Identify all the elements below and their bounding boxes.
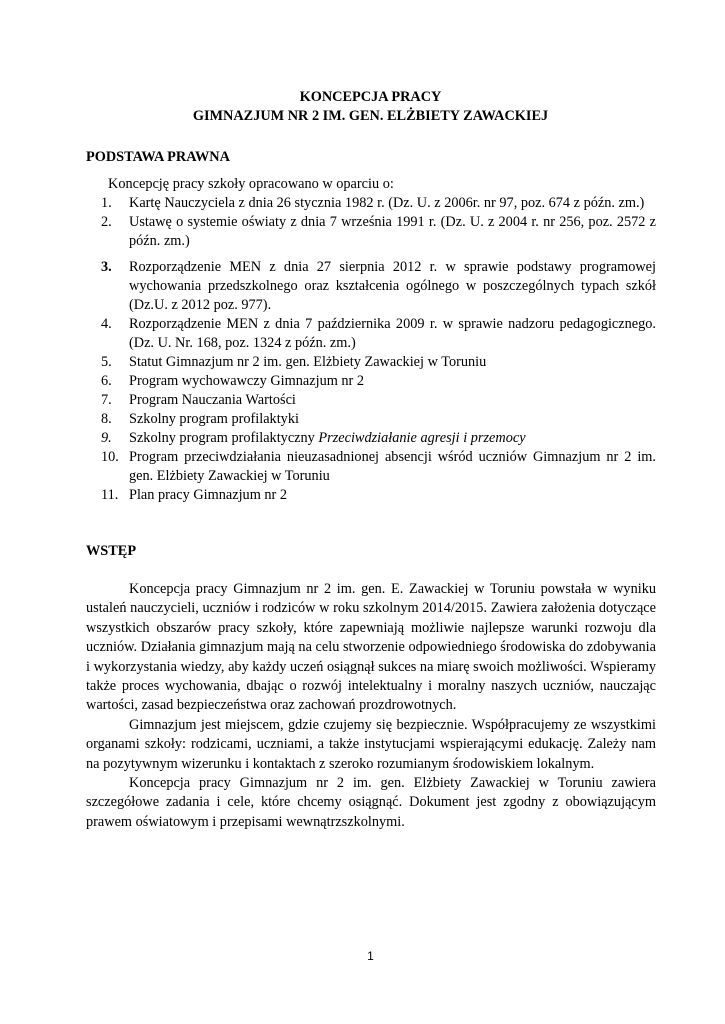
list-item-text: Plan pracy Gimnazjum nr 2 [129, 487, 288, 503]
paragraph: Gimnazjum jest miejscem, gdzie czujemy się bezpiecznie. Współpracujemy ze wszystkimi organami szkoły: rodzicami, uczniami, a także instytucjami wspierającymi edukację. Zależy nam na pozytywnym wizerunku i kontaktach z szeroko rozumianym środowiskiem lokalnym. [86, 716, 656, 772]
list-item-text: Kartę Nauczyciela z dnia 26 stycznia 1982 r. (Dz. U. z 2006r. nr 97, poz. 674 z późn. zm.) [129, 195, 645, 211]
list-item [86, 353, 656, 372]
list-item [86, 372, 656, 391]
list-item-number: 6. [101, 373, 112, 389]
list-item-number: 2. [101, 214, 112, 230]
list-item [86, 315, 656, 353]
list-item [86, 213, 656, 251]
legal-basis-list [86, 194, 656, 505]
document-title-line1: KONCEPCJA PRACY [299, 89, 442, 105]
list-item-text: Program przeciwdziałania nieuzasadnionej absencji wśród uczniów Gimnazjum nr 2 im. gen. Elżbiety Zawackiej w Toruniu [129, 449, 656, 484]
list-item-text: Statut Gimnazjum nr 2 im. gen. Elżbiety Zawackiej w Toruniu [129, 354, 487, 370]
section-intro: Koncepcję pracy szkoły opracowano w oparciu o: [108, 176, 394, 192]
list-item [86, 258, 656, 315]
list-item-number: 4. [101, 316, 112, 332]
list-item [86, 194, 656, 213]
list-item-number: 8. [101, 411, 112, 427]
list-item [86, 486, 656, 505]
list-item-text: Rozporządzenie MEN z dnia 27 sierpnia 2012 r. w sprawie podstawy programowej wychowania przedszkolnego oraz kształcenia ogólnego w poszczególnych typach szkół (Dz.U. z 2012 poz. 977). [129, 259, 656, 313]
section-heading-legal-basis: PODSTAWA PRAWNA [86, 149, 230, 165]
list-item [86, 391, 656, 410]
paragraph: Koncepcja pracy Gimnazjum nr 2 im. gen. Elżbiety Zawackiej w Toruniu zawiera szczegółowe zadania i cele, które chcemy osiągnąć. Dokument jest zgodny z obowiązującym prawem oświatowym i przepisami wewnątrzszkolnymi. [86, 775, 656, 830]
list-item-text: Ustawę o systemie oświaty z dnia 7 września 1991 r. (Dz. U. z 2004 r. nr 256, poz. 2572 z późn. zm.) [129, 214, 656, 249]
list-item-number: 5. [101, 354, 112, 370]
list-item-text-regular: Szkolny program profilaktyczny [129, 430, 319, 446]
list-item-text: Program wychowawczy Gimnazjum nr 2 [129, 373, 365, 389]
section-heading-introduction: WSTĘP [86, 543, 137, 559]
paragraph: Koncepcja pracy Gimnazjum nr 2 im. gen. E. Zawackiej w Toruniu powstała w wyniku ustaleń nauczycieli, uczniów i rodziców w roku szkolnym 2014/2015. Zawiera założenia dotyczące wszystkich obszarów pracy szkoły, które zapewniają możliwie najlepsze warunki rozwoju dla uczniów. Działania gimnazjum mają na celu stworzenie odpowiedniego środowiska do zdobywania i wykorzystania wiedzy, aby każdy uczeń osiągnął sukces na miarę swoich możliwości. Wspieramy także proces wychowania, dbając o rozwój intelektualny i moralny naszych uczniów, nauczając wartości, zasad bezpieczeństwa oraz zachowań prozdrowotnych. [86, 581, 656, 714]
list-item-text-italic: Przeciwdziałanie agresji i przemocy [318, 430, 526, 446]
list-item-number: 1. [101, 195, 112, 211]
list-item-text: Rozporządzenie MEN z dnia 7 października 2009 r. w sprawie nadzoru pedagogicznego. (Dz. U. Nr. 168, poz. 1324 z późn. zm.) [129, 316, 656, 351]
list-item [86, 410, 656, 429]
document-title-line2: GIMNAZJUM NR 2 IM. GEN. ELŻBIETY ZAWACKIEJ [192, 108, 549, 124]
list-item-text: Program Nauczania Wartości [129, 392, 296, 408]
list-item-number: 10. [101, 449, 119, 465]
introduction-body [86, 580, 656, 832]
list-item-text [129, 429, 656, 448]
list-item-number: 3. [101, 259, 112, 275]
list-item-number: 11. [101, 487, 119, 503]
page-number: 1 [367, 949, 374, 963]
list-item-number: 7. [101, 392, 112, 408]
list-item-text: Szkolny program profilaktyki [129, 411, 299, 427]
list-item-number: 9. [101, 430, 112, 446]
list-item [86, 448, 656, 486]
list-item [86, 429, 656, 448]
